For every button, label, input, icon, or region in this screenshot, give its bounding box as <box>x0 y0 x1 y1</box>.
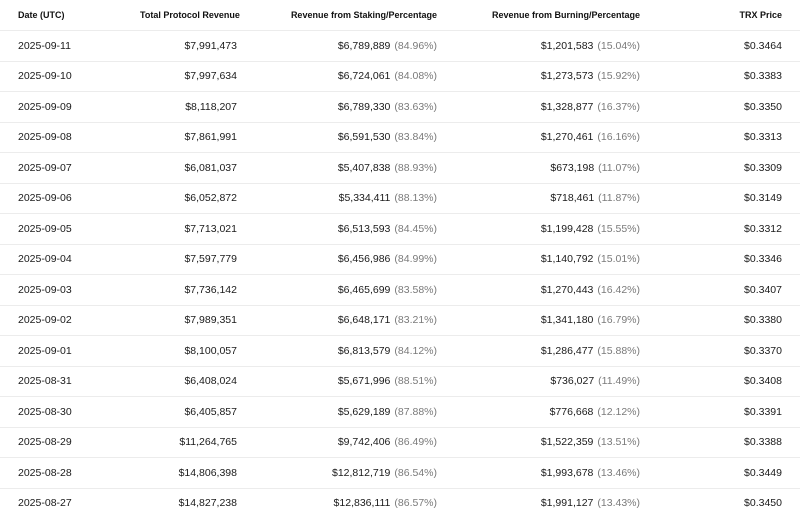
burning-percentage: (13.51%) <box>597 436 640 449</box>
burning-value: $1,201,583 <box>540 39 594 52</box>
cell-staking-revenue <box>247 31 447 62</box>
cell-date: 2025-09-07 <box>0 153 130 184</box>
burning-value: $1,273,573 <box>540 70 594 83</box>
cell-date: 2025-09-01 <box>0 336 130 367</box>
table-row <box>0 244 800 275</box>
staking-percentage: (86.49%) <box>394 436 437 449</box>
cell-trx-price: $0.3312 <box>650 214 800 245</box>
cell-date: 2025-09-05 <box>0 214 130 245</box>
cell-trx-price: $0.3449 <box>650 458 800 489</box>
table-row <box>0 458 800 489</box>
cell-staking-revenue <box>247 153 447 184</box>
burning-percentage: (13.46%) <box>597 466 640 479</box>
staking-value: $6,456,986 <box>337 253 391 266</box>
cell-staking-revenue <box>247 397 447 428</box>
cell-date: 2025-09-02 <box>0 305 130 336</box>
cell-total-revenue: $7,713,021 <box>130 214 247 245</box>
header-staking-revenue[interactable]: Revenue from Staking/Percentage <box>247 0 447 31</box>
cell-trx-price: $0.3350 <box>650 92 800 123</box>
cell-total-revenue: $7,991,473 <box>130 31 247 62</box>
cell-burning-revenue <box>447 427 650 458</box>
burning-percentage: (11.49%) <box>598 375 640 388</box>
table-row <box>0 214 800 245</box>
staking-percentage: (86.57%) <box>394 497 437 510</box>
staking-percentage: (86.54%) <box>394 466 437 479</box>
cell-total-revenue: $7,997,634 <box>130 61 247 92</box>
cell-trx-price: $0.3313 <box>650 122 800 153</box>
cell-total-revenue: $14,806,398 <box>130 458 247 489</box>
cell-burning-revenue <box>447 397 650 428</box>
staking-value: $6,724,061 <box>337 70 391 83</box>
cell-burning-revenue <box>447 153 650 184</box>
cell-total-revenue: $7,597,779 <box>130 244 247 275</box>
staking-value: $6,789,330 <box>337 100 391 113</box>
cell-trx-price: $0.3464 <box>650 31 800 62</box>
staking-value: $5,671,996 <box>337 375 391 388</box>
cell-staking-revenue <box>247 305 447 336</box>
cell-trx-price: $0.3346 <box>650 244 800 275</box>
burning-value: $1,286,477 <box>540 344 594 357</box>
cell-total-revenue: $6,405,857 <box>130 397 247 428</box>
cell-date: 2025-09-06 <box>0 183 130 214</box>
cell-staking-revenue <box>247 366 447 397</box>
cell-staking-revenue <box>247 458 447 489</box>
cell-burning-revenue <box>447 31 650 62</box>
burning-percentage: (15.92%) <box>597 70 640 83</box>
table-row <box>0 275 800 306</box>
burning-percentage: (16.37%) <box>597 100 640 113</box>
cell-date: 2025-08-27 <box>0 488 130 518</box>
staking-value: $5,407,838 <box>337 161 391 174</box>
cell-trx-price: $0.3391 <box>650 397 800 428</box>
table-row <box>0 488 800 518</box>
burning-percentage: (15.55%) <box>597 222 640 235</box>
burning-value: $1,991,127 <box>540 497 594 510</box>
cell-total-revenue: $11,264,765 <box>130 427 247 458</box>
burning-value: $1,199,428 <box>540 222 594 235</box>
cell-date: 2025-08-31 <box>0 366 130 397</box>
cell-date: 2025-09-04 <box>0 244 130 275</box>
cell-trx-price: $0.3408 <box>650 366 800 397</box>
staking-value: $6,648,171 <box>337 314 391 327</box>
cell-trx-price: $0.3380 <box>650 305 800 336</box>
cell-date: 2025-09-11 <box>0 31 130 62</box>
cell-burning-revenue <box>447 458 650 489</box>
burning-value: $1,270,461 <box>540 131 594 144</box>
cell-trx-price: $0.3370 <box>650 336 800 367</box>
cell-total-revenue: $8,100,057 <box>130 336 247 367</box>
staking-value: $12,812,719 <box>331 466 391 479</box>
burning-percentage: (13.43%) <box>597 497 640 510</box>
burning-value: $1,140,792 <box>540 253 594 266</box>
staking-value: $6,591,530 <box>337 131 391 144</box>
cell-date: 2025-09-08 <box>0 122 130 153</box>
burning-value: $718,461 <box>550 192 595 205</box>
cell-total-revenue: $6,408,024 <box>130 366 247 397</box>
staking-percentage: (83.63%) <box>394 100 437 113</box>
cell-total-revenue: $7,736,142 <box>130 275 247 306</box>
table-row <box>0 397 800 428</box>
staking-value: $5,334,411 <box>338 192 391 205</box>
table-row <box>0 122 800 153</box>
cell-burning-revenue <box>447 122 650 153</box>
cell-burning-revenue <box>447 275 650 306</box>
cell-total-revenue: $6,081,037 <box>130 153 247 184</box>
burning-value: $1,993,678 <box>540 466 594 479</box>
cell-staking-revenue <box>247 336 447 367</box>
staking-value: $6,813,579 <box>337 344 391 357</box>
burning-percentage: (12.12%) <box>597 405 640 418</box>
staking-percentage: (88.51%) <box>394 375 437 388</box>
header-burning-revenue[interactable]: Revenue from Burning/Percentage <box>447 0 650 31</box>
staking-value: $9,742,406 <box>337 436 391 449</box>
staking-value: $6,789,889 <box>337 39 391 52</box>
staking-value: $5,629,189 <box>337 405 391 418</box>
cell-burning-revenue <box>447 92 650 123</box>
cell-staking-revenue <box>247 488 447 518</box>
cell-staking-revenue <box>247 92 447 123</box>
cell-trx-price: $0.3309 <box>650 153 800 184</box>
table-row <box>0 31 800 62</box>
staking-percentage: (83.84%) <box>394 131 437 144</box>
burning-value: $1,270,443 <box>540 283 594 296</box>
table-row <box>0 336 800 367</box>
cell-staking-revenue <box>247 427 447 458</box>
cell-staking-revenue <box>247 61 447 92</box>
cell-burning-revenue <box>447 305 650 336</box>
cell-total-revenue: $6,052,872 <box>130 183 247 214</box>
burning-value: $673,198 <box>550 161 595 174</box>
staking-value: $6,465,699 <box>337 283 391 296</box>
cell-total-revenue: $8,118,207 <box>130 92 247 123</box>
burning-value: $776,668 <box>549 405 594 418</box>
header-date[interactable]: Date (UTC) <box>0 0 130 31</box>
staking-percentage: (84.08%) <box>394 70 437 83</box>
table-body <box>0 31 800 518</box>
table-row <box>0 92 800 123</box>
cell-trx-price: $0.3383 <box>650 61 800 92</box>
cell-staking-revenue <box>247 244 447 275</box>
cell-trx-price: $0.3149 <box>650 183 800 214</box>
cell-staking-revenue <box>247 122 447 153</box>
table-row <box>0 153 800 184</box>
staking-percentage: (88.13%) <box>394 192 437 205</box>
staking-value: $12,836,111 <box>333 497 391 510</box>
header-row <box>0 0 800 31</box>
staking-percentage: (83.58%) <box>394 283 437 296</box>
cell-staking-revenue <box>247 275 447 306</box>
staking-percentage: (84.99%) <box>394 253 437 266</box>
burning-percentage: (11.87%) <box>598 192 640 205</box>
burning-percentage: (16.16%) <box>597 131 640 144</box>
table-row <box>0 427 800 458</box>
burning-value: $736,027 <box>550 375 595 388</box>
cell-total-revenue: $7,989,351 <box>130 305 247 336</box>
cell-total-revenue: $14,827,238 <box>130 488 247 518</box>
staking-percentage: (84.12%) <box>394 344 437 357</box>
cell-date: 2025-08-29 <box>0 427 130 458</box>
staking-percentage: (84.96%) <box>394 39 437 52</box>
header-total-revenue[interactable]: Total Protocol Revenue <box>130 0 247 31</box>
staking-percentage: (88.93%) <box>394 161 437 174</box>
cell-staking-revenue <box>247 183 447 214</box>
burning-percentage: (16.79%) <box>597 314 640 327</box>
cell-burning-revenue <box>447 336 650 367</box>
table-row <box>0 305 800 336</box>
table-row <box>0 183 800 214</box>
header-trx-price[interactable]: TRX Price <box>650 0 800 31</box>
burning-value: $1,328,877 <box>540 100 594 113</box>
burning-percentage: (15.01%) <box>597 253 640 266</box>
burning-percentage: (15.88%) <box>597 344 640 357</box>
burning-percentage: (16.42%) <box>597 283 640 296</box>
table-header <box>0 0 800 31</box>
cell-date: 2025-09-09 <box>0 92 130 123</box>
cell-date: 2025-09-10 <box>0 61 130 92</box>
burning-percentage: (11.07%) <box>598 161 640 174</box>
staking-value: $6,513,593 <box>337 222 391 235</box>
cell-trx-price: $0.3407 <box>650 275 800 306</box>
burning-value: $1,522,359 <box>540 436 594 449</box>
burning-percentage: (15.04%) <box>597 39 640 52</box>
staking-percentage: (87.88%) <box>394 405 437 418</box>
staking-percentage: (84.45%) <box>394 222 437 235</box>
cell-burning-revenue <box>447 366 650 397</box>
cell-date: 2025-08-28 <box>0 458 130 489</box>
cell-staking-revenue <box>247 214 447 245</box>
cell-trx-price: $0.3450 <box>650 488 800 518</box>
cell-burning-revenue <box>447 488 650 518</box>
cell-burning-revenue <box>447 244 650 275</box>
staking-percentage: (83.21%) <box>394 314 437 327</box>
cell-burning-revenue <box>447 214 650 245</box>
table-row <box>0 366 800 397</box>
cell-date: 2025-09-03 <box>0 275 130 306</box>
cell-date: 2025-08-30 <box>0 397 130 428</box>
cell-burning-revenue <box>447 61 650 92</box>
table-row <box>0 61 800 92</box>
cell-total-revenue: $7,861,991 <box>130 122 247 153</box>
burning-value: $1,341,180 <box>540 314 594 327</box>
cell-burning-revenue <box>447 183 650 214</box>
cell-trx-price: $0.3388 <box>650 427 800 458</box>
